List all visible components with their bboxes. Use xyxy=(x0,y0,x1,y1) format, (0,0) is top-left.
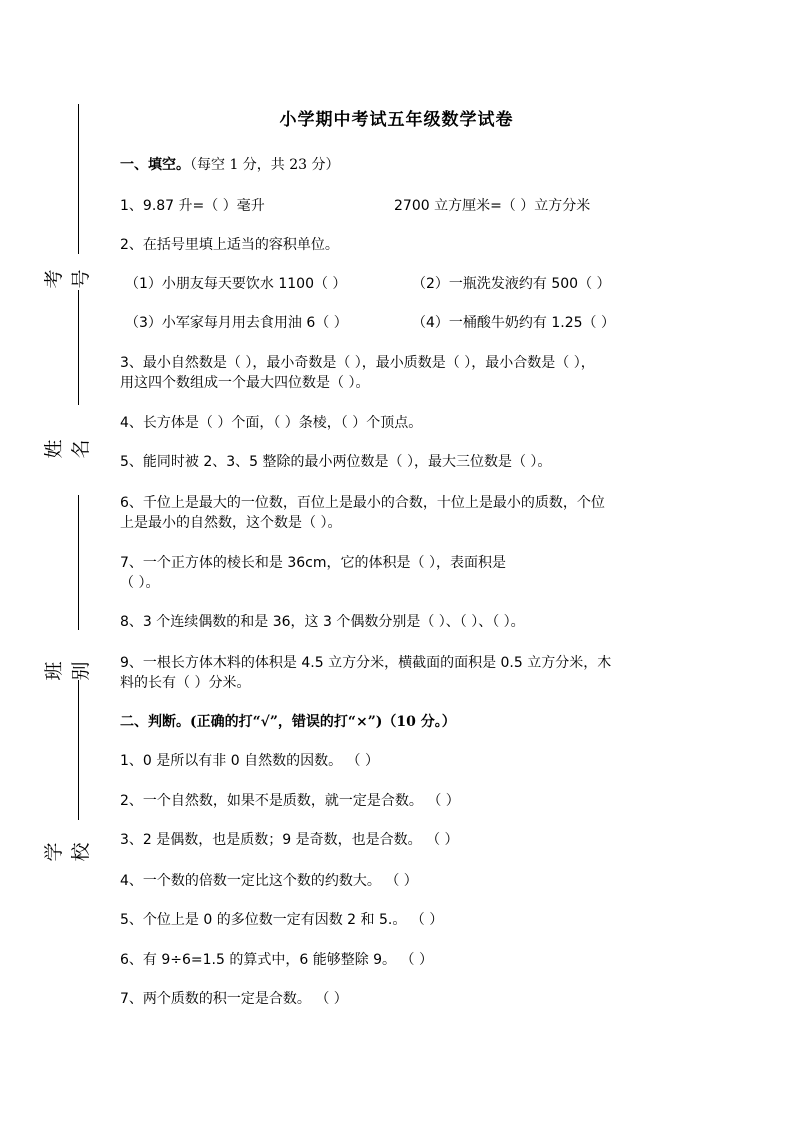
question-9-line2: 料的长有（ ）分米。 xyxy=(120,675,251,691)
question-7-line1: 7、一个正方体的棱长和是 36cm，它的体积是（ ），表面积是 xyxy=(120,555,506,571)
judge-3: 3、2 是偶数，也是质数；9 是奇数，也是合数。 （ ） xyxy=(120,832,459,848)
question-3-line2: 用这四个数组成一个最大四位数是（ ）。 xyxy=(120,375,370,391)
margin-line-name-class xyxy=(78,495,79,630)
question-6-line1: 6、千位上是最大的一位数，百位上是最小的合数，十位上是最小的质数，个位 xyxy=(120,495,605,511)
judge-6: 6、有 9÷6=1.5 的算式中，6 能够整除 9。 （ ） xyxy=(120,952,433,968)
question-9-line1: 9、一根长方体木料的体积是 4.5 立方分米，横截面的面积是 0.5 立方分米，木 xyxy=(120,655,612,671)
question-2-1: （1）小朋友每天要饮水 1100（ ） xyxy=(125,276,347,292)
question-5: 5、能同时被 2、3、5 整除的最小两位数是（ ），最大三位数是（ ）。 xyxy=(120,454,552,470)
class-label: 班别 xyxy=(43,661,92,681)
question-2: 2、在括号里填上适当的容积单位。 xyxy=(120,237,339,253)
question-1b: 2700 立方厘米=（ ）立方分米 xyxy=(394,198,591,214)
judge-5: 5、个位上是 0 的多位数一定有因数 2 和 5.。 （ ） xyxy=(120,912,444,928)
section1-heading xyxy=(120,155,340,176)
name-label: 姓名 xyxy=(43,439,92,459)
margin-line-exam-name xyxy=(78,290,79,405)
question-2-2: （2）一瓶洗发液约有 500（ ） xyxy=(412,276,611,292)
question-2-3: （3）小军家每月用去食用油 6（ ） xyxy=(125,315,348,331)
judge-4: 4、一个数的倍数一定比这个数的约数大。 （ ） xyxy=(120,873,418,889)
question-1a: 1、9.87 升=（ ）毫升 xyxy=(120,198,265,214)
question-3-line1: 3、最小自然数是（ ），最小奇数是（ ），最小质数是（ ），最小合数是（ ）， xyxy=(120,355,595,371)
margin-line-class-school xyxy=(78,680,79,820)
question-7-line2: （ ）。 xyxy=(120,575,160,591)
section2-heading: 二、判断。(正确的打“√”，错误的打“×”)（10 分。） xyxy=(120,714,456,730)
judge-1: 1、0 是所以有非 0 自然数的因数。 （ ） xyxy=(120,753,379,769)
question-4: 4、长方体是（ ）个面，（ ）条棱，（ ）个顶点。 xyxy=(120,415,423,431)
page-title: 小学期中考试五年级数学试卷 xyxy=(279,110,514,130)
exam-number-label: 考号 xyxy=(43,269,92,289)
section1-heading-text: 一、填空。 xyxy=(120,157,190,173)
question-8: 8、3 个连续偶数的和是 36，这 3 个偶数分别是（ ）、（ ）、（ ）。 xyxy=(120,614,525,630)
question-6-line2: 上是最小的自然数，这个数是（ ）。 xyxy=(120,515,342,531)
question-2-4: （4）一桶酸牛奶约有 1.25（ ） xyxy=(412,315,615,331)
judge-2: 2、一个自然数，如果不是质数，就一定是合数。 （ ） xyxy=(120,793,460,809)
school-label: 学校 xyxy=(43,842,92,862)
section1-note: （每空 1 分，共 23 分） xyxy=(190,157,340,173)
judge-7: 7、两个质数的积一定是合数。 （ ） xyxy=(120,991,348,1007)
